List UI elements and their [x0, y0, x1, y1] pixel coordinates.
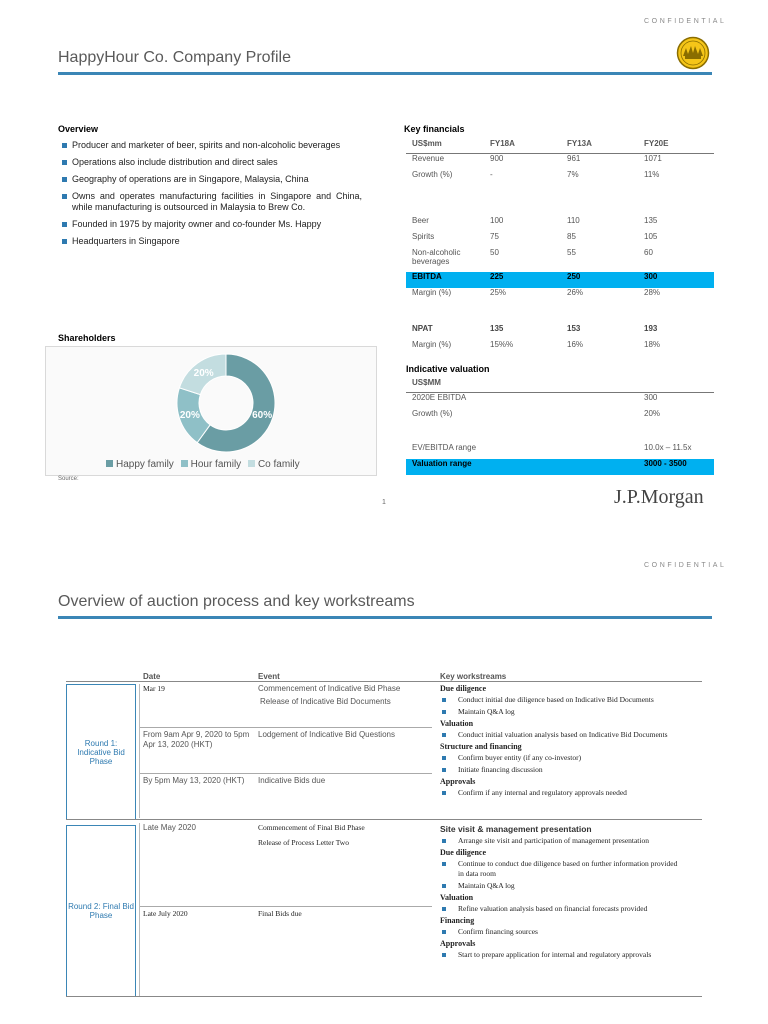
table-row-highlight: [406, 459, 714, 475]
shareholders-chart: [45, 346, 377, 476]
cell: Growth (%): [412, 170, 453, 179]
round-2-text: Round 2: Final Bid Phase: [68, 902, 134, 920]
workstream-heading: Financing: [440, 916, 475, 925]
legend-swatch-happy: [106, 460, 113, 467]
col-header-workstreams: Key workstreams: [440, 672, 507, 681]
table-row: [406, 288, 714, 304]
donut-data-label-2: 20%: [193, 367, 214, 379]
overview-item: Operations also include distribution and direct sales: [62, 157, 362, 168]
page-title: Overview of auction process and key workstreams: [58, 593, 415, 610]
cell: 10.0x – 11.5x: [644, 443, 692, 452]
workstream-item: Confirm financing sources: [440, 927, 700, 937]
cell: 75: [490, 232, 499, 241]
cell: -: [490, 170, 493, 179]
cell: 961: [567, 154, 581, 163]
overview-item: Founded in 1975 by majority owner and co-founder Ms. Happy: [62, 219, 362, 230]
row-divider: [140, 906, 432, 907]
date-cell: Mar 19: [143, 684, 165, 693]
cell: 300: [644, 393, 658, 402]
row-divider: [140, 773, 432, 774]
legend-label-hour: Hour family: [190, 459, 242, 470]
workstream-item: Maintain Q&A log: [440, 881, 700, 891]
col-header: FY18A: [484, 139, 561, 154]
workstream-heading: Structure and financing: [440, 742, 522, 751]
table-row: [406, 232, 714, 248]
cell: [638, 304, 714, 324]
legend-label-happy: Happy family: [116, 459, 174, 470]
cell: 135: [490, 324, 504, 333]
cell: [561, 186, 638, 216]
cell: 153: [567, 324, 581, 333]
col-header-event: Event: [258, 672, 280, 681]
table-row: [406, 216, 714, 232]
workstream-item: Refine valuation analysis based on financial forecasts provided: [440, 904, 700, 914]
donut-chart: [46, 347, 376, 457]
row-divider: [140, 727, 432, 728]
table-bottom-rule: [66, 996, 702, 997]
cell: [638, 425, 714, 443]
legend-swatch-hour: [181, 460, 188, 467]
date-cell: From 9am Apr 9, 2020 to 5pm Apr 13, 2020 (HKT): [143, 730, 250, 749]
cell: 105: [644, 232, 658, 241]
workstream-item: Arrange site visit and participation of management presentation: [440, 836, 700, 846]
page-title: HappyHour Co. Company Profile: [58, 49, 291, 66]
round-1-label: [66, 684, 136, 820]
key-financials-table: [406, 139, 714, 356]
table-row: [406, 409, 714, 425]
jpmorgan-logo: J.P.Morgan: [614, 486, 704, 508]
cell: 25%: [490, 288, 507, 297]
cell: 100: [490, 216, 504, 225]
cell: 16%: [567, 340, 584, 349]
cell: Margin (%): [412, 288, 452, 297]
workstream-heading: Due diligence: [440, 684, 486, 693]
header-divider: [66, 681, 702, 682]
table-row: [406, 304, 714, 324]
indicative-valuation-heading: Indicative valuation: [406, 364, 490, 374]
cell: Beer: [412, 216, 429, 225]
table-row: [406, 154, 714, 171]
cell: 2020E EBITDA: [412, 393, 467, 402]
cell: 26%: [567, 288, 584, 297]
table-row: [406, 425, 714, 443]
cell: 7%: [567, 170, 579, 179]
chart-legend: [106, 459, 300, 470]
table-row: [406, 393, 714, 410]
indicative-valuation-table: [406, 378, 714, 475]
cell: Revenue: [412, 154, 445, 163]
table-row: [406, 170, 714, 186]
cell: [484, 186, 561, 216]
workstream-heading: Site visit & management presentation: [440, 824, 592, 834]
event-cell: Lodgement of Indicative Bid Questions: [258, 730, 395, 739]
workstream-heading: Valuation: [440, 719, 474, 728]
workstream-item: Conduct initial valuation analysis based on Indicative Bid Documents: [440, 730, 700, 740]
confidential-label: CONFIDENTIAL: [644, 562, 727, 569]
event-cell: Release of Indicative Bid Documents: [260, 697, 391, 706]
donut-data-label-0: 60%: [252, 410, 273, 422]
table-row: [406, 186, 714, 216]
cell: 28%: [644, 288, 661, 297]
cell: 18%: [644, 340, 661, 349]
cell: [484, 304, 561, 324]
overview-item: Producer and marketer of beer, spirits and non-alcoholic beverages: [62, 140, 362, 151]
event-cell: Indicative Bids due: [258, 776, 326, 785]
col-header: FY20E: [638, 139, 714, 154]
cell: 55: [567, 248, 576, 257]
col-header: US$mm: [406, 139, 484, 154]
cell: Valuation range: [406, 459, 638, 475]
workstream-item: Continue to conduct due diligence based on further information provided in data room: [440, 859, 700, 879]
workstream-heading: Approvals: [440, 777, 476, 786]
cell: 900: [490, 154, 504, 163]
cell: NPAT: [412, 324, 433, 333]
workstream-item: Conduct initial due diligence based on Indicative Bid Documents: [440, 695, 700, 705]
cell: EBITDA: [406, 272, 484, 288]
donut-data-label-1: 20%: [179, 410, 200, 422]
workstream-heading: Valuation: [440, 893, 474, 902]
key-financials-heading: Key financials: [404, 124, 465, 134]
event-cell: Final Bids due: [258, 909, 302, 918]
cell: [561, 304, 638, 324]
cell: EV/EBITDA range: [412, 443, 477, 452]
cell: 193: [644, 324, 658, 333]
overview-item: Geography of operations are in Singapore, Malaysia, China: [62, 174, 362, 185]
cell: 11%: [644, 170, 660, 179]
cell: [406, 304, 484, 324]
confidential-label: CONFIDENTIAL: [644, 18, 727, 25]
round-2-vline: [139, 823, 140, 997]
page-number: 1: [382, 499, 386, 506]
cell: 3000 - 3500: [638, 459, 714, 475]
date-cell: Late May 2020: [143, 823, 196, 832]
workstream-heading: Approvals: [440, 939, 476, 948]
source-note: Source:: [58, 476, 79, 482]
workstream-item: Maintain Q&A log: [440, 707, 700, 717]
table-header-row: [406, 378, 714, 393]
cell: [638, 186, 714, 216]
workstream-item: Confirm buyer entity (if any co-investor): [440, 753, 700, 763]
round-1-vline: [139, 684, 140, 818]
col-header: US$MM: [406, 378, 638, 393]
event-cell: Release of Process Letter Two: [258, 838, 349, 847]
table-header-row: [406, 139, 714, 154]
cell: Margin (%): [412, 340, 452, 349]
cell: 50: [490, 248, 499, 257]
overview-heading: Overview: [58, 124, 99, 134]
date-cell: Late July 2020: [143, 909, 188, 918]
cell: 110: [567, 216, 580, 225]
table-row: [406, 443, 714, 459]
legend-swatch-co: [248, 460, 255, 467]
workstream-item: Start to prepare application for internal and regulatory approvals: [440, 950, 700, 960]
title-rule: [58, 616, 712, 619]
workstream-item: Confirm if any internal and regulatory approvals needed: [440, 788, 700, 798]
col-header: [638, 378, 714, 393]
cell: Growth (%): [412, 409, 453, 418]
round-2-label: [66, 825, 136, 997]
legend-label-co: Co family: [257, 459, 300, 470]
cell: Spirits: [412, 232, 435, 241]
cell: 300: [638, 272, 714, 288]
col-header: FY13A: [561, 139, 638, 154]
shareholders-heading: Shareholders: [58, 333, 116, 343]
round-divider: [66, 819, 702, 820]
cell: 250: [561, 272, 638, 288]
round-2-workstreams: [440, 824, 700, 960]
round-1-text: Round 1: Indicative Bid Phase: [77, 738, 125, 766]
cell: [406, 425, 638, 443]
round-1-workstreams: [440, 684, 700, 798]
cell: 135: [644, 216, 658, 225]
company-emblem-icon: [676, 36, 710, 70]
cell: 225: [484, 272, 561, 288]
table-row: [406, 324, 714, 340]
overview-item: Headquarters in Singapore: [62, 236, 362, 247]
cell: Non-alcoholic beverages: [412, 248, 461, 266]
cell: 85: [567, 232, 576, 241]
date-cell: By 5pm May 13, 2020 (HKT): [143, 776, 245, 785]
cell: 60: [644, 248, 653, 257]
event-cell: Commencement of Final Bid Phase: [258, 823, 365, 832]
workstream-item: Initiate financing discussion: [440, 765, 700, 775]
overview-list: [62, 140, 362, 253]
table-row: [406, 340, 714, 356]
col-header-date: Date: [143, 672, 161, 681]
table-row-highlight: [406, 272, 714, 288]
cell: 20%: [644, 409, 661, 418]
workstream-heading: Due diligence: [440, 848, 486, 857]
overview-item: Owns and operates manufacturing facilities in Singapore and China, while manufacturing is outsourced in Malaysia to Brew Co.: [62, 191, 362, 213]
cell: 1071: [644, 154, 662, 163]
cell: 15%%: [490, 340, 514, 349]
table-row: [406, 248, 714, 272]
event-cell: Commencement of Indicative Bid Phase: [258, 684, 401, 693]
title-rule: [58, 72, 712, 75]
cell: [406, 186, 484, 216]
